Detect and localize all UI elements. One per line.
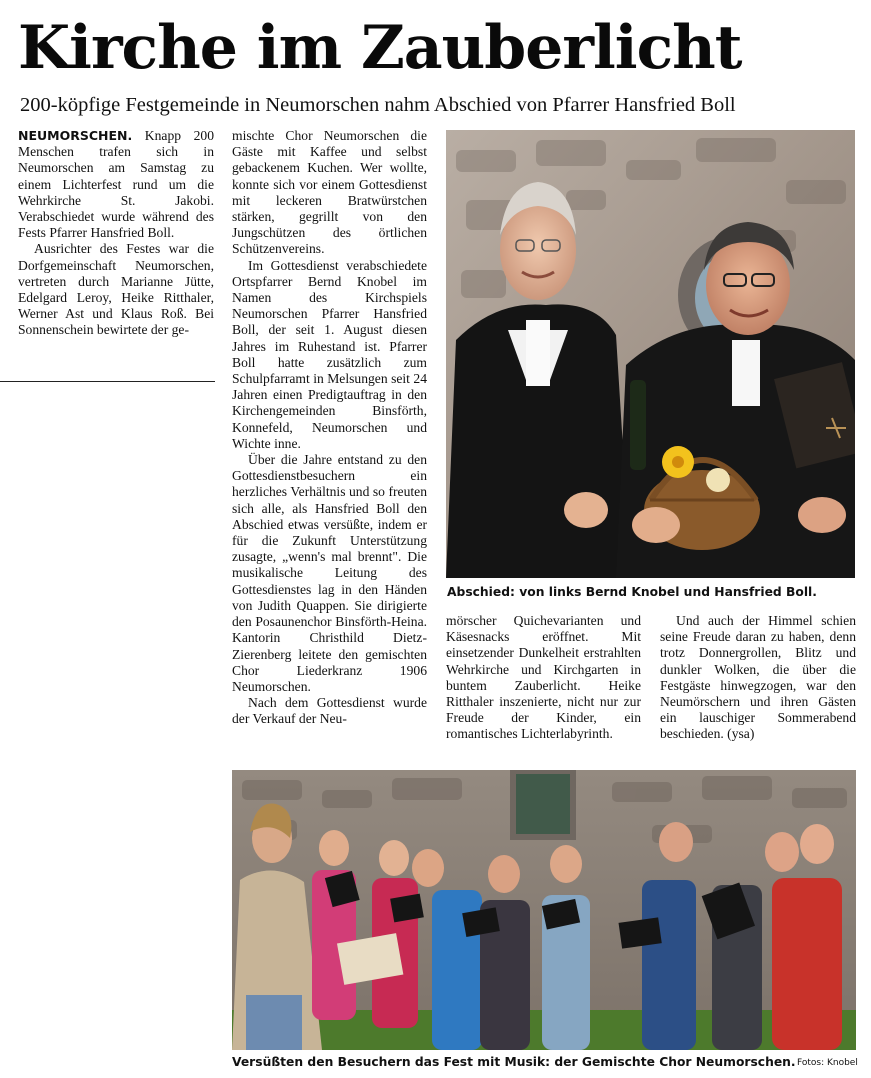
- article-paragraph: Über die Jahre entstand zu den Gottesdienstbesuchern ein herzliches Verhältnis und so freuten sich alle, als Hansfried Boll den Abschied etwas versüßte, indem er für die Zukunft Unterstützung zusagte, „wenn's mal brennt". Die musikalische Leitung des Gottesdienstes lag in den Händen von Judith Quappen. Sie dirigierte den Posaunenchor Binsförth-Heina. Kantorin Christhild Dietz-Zierenberg leitete den gemischten Chor Liederkranz 1906 Neumorschen.: [232, 452, 427, 694]
- photo-choir-image: [232, 770, 856, 1050]
- article-paragraph: Nach dem Gottesdienst wurde der Verkauf der Neu-: [232, 695, 427, 727]
- photo-pastors-image: [446, 130, 855, 578]
- dateline: NEUMORSCHEN.: [18, 128, 133, 143]
- photo-pastors-caption: Abschied: von links Bernd Knobel und Hansfried Boll.: [447, 585, 817, 599]
- photo-choir-caption: Versüßten den Besuchern das Fest mit Musik: der Gemischte Chor Neumorschen.: [232, 1055, 796, 1069]
- photo-choir: [232, 770, 856, 1050]
- article-paragraph: Im Gottesdienst verabschiedete Ortspfarrer Bernd Knobel im Namen des Kirchspiels Neumorschen Pfarrer Hansfried Boll, der seit 1. August diesen Jahres im Ruhestand ist. Pfarrer Boll hatte zusätzlich zum Schulpfarramt in Melsungen seit 24 Jahren einen Predigtauftrag in den Kirchengemeinden Binsförth, Konnefeld, Neumorschen und Wichte inne.: [232, 257, 427, 451]
- paragraph-text: Knapp 200 Menschen trafen sich in Neumorschen am Samstag zu einem Lichterfest rund um die Wehrkirche St. Jakobi. Verabschiedet wurde während des Fests Pfarrer Hansfried Boll.: [18, 128, 214, 241]
- article-column-4: [660, 613, 856, 743]
- article-column-2: [232, 128, 427, 728]
- subheadline: 200-köpfige Festgemeinde in Neumorschen nahm Abschied von Pfarrer Hansfried Boll: [20, 94, 736, 116]
- photo-pastors: [446, 130, 855, 578]
- article-column-3: [446, 613, 641, 743]
- article-paragraph: mörscher Quichevarianten und Käsesnacks eröffnet. Mit einsetzender Dunkelheit erstrahlten Wehrkirche und Kirchgarten in buntem Zauberlicht. Heike Ritthaler inszenierte, nicht nur zur Freude der Kinder, ein romantisches Lichterlabyrinth.: [446, 613, 641, 742]
- headline: Kirche im Zauberlicht: [18, 13, 742, 83]
- article-column-1: [18, 128, 214, 339]
- column-divider-rule: [0, 381, 215, 382]
- article-paragraph: Und auch der Himmel schien seine Freude daran zu haben, denn trotz Donnergrollen, Blitz und dunkler Wolken, die über die Festgäste hinwegzogen, war den Neumörschern und ihren Gästen ein lauschiger Sommerabend beschieden. (ysa): [660, 613, 856, 742]
- article-paragraph: mischte Chor Neumorschen die Gäste mit Kaffee und selbst gebackenem Kuchen. Wer wollte, konnte sich vor einem Gottesdienst mit leckeren Bratwürstchen stärken, gegrillt von den Jungschützen des örtlichen Schützenvereins.: [232, 128, 427, 257]
- article-paragraph: Ausrichter des Festes war die Dorfgemeinschaft Neumorschen, vertreten durch Marianne Jütte, Edelgard Leroy, Heike Ritthaler, Werner Ast und Klaus Roß. Bei Sonnenschein bewirtete der ge-: [18, 241, 214, 338]
- article-paragraph: [18, 128, 214, 241]
- photo-credit: Fotos: Knobel: [797, 1058, 858, 1068]
